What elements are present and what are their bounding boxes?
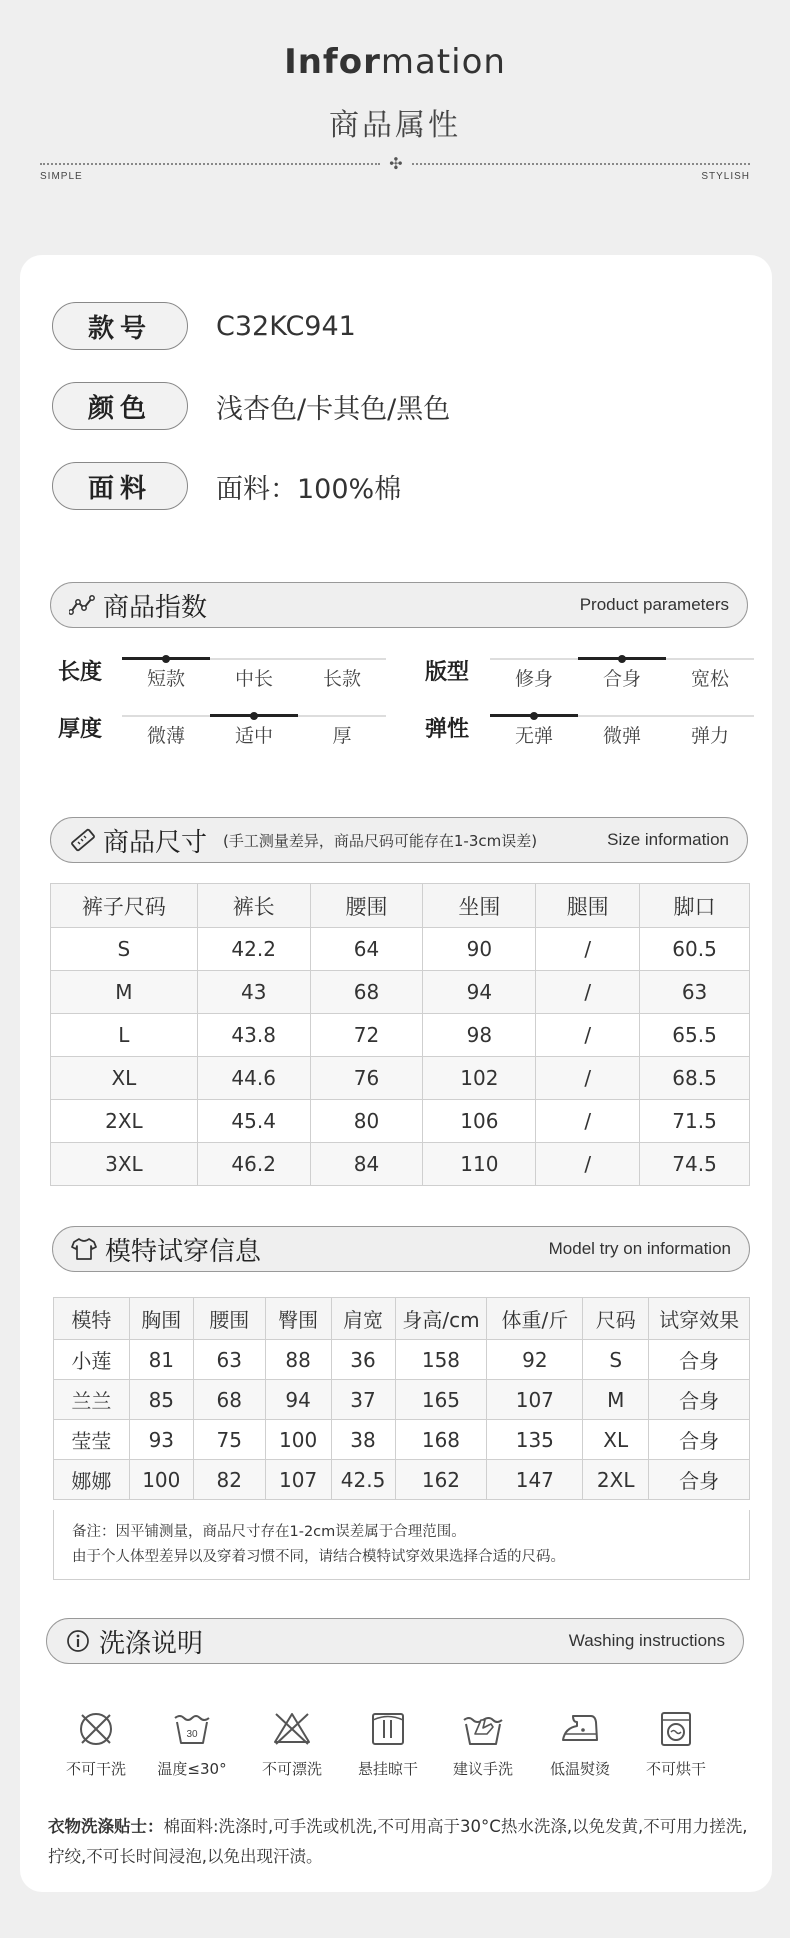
- model-cell: 147: [487, 1460, 583, 1500]
- model-header-cell: 体重/斤: [487, 1298, 583, 1340]
- model-cell: S: [583, 1340, 649, 1380]
- low-iron-icon: [559, 1710, 601, 1748]
- model-header-cell: 腰围: [193, 1298, 265, 1340]
- model-cell: 94: [265, 1380, 331, 1420]
- divider-right: [412, 163, 750, 165]
- model-header-cell: 试穿效果: [649, 1298, 750, 1340]
- size-cell: 65.5: [640, 1014, 750, 1057]
- model-cell: 107: [265, 1460, 331, 1500]
- table-row: [51, 928, 750, 971]
- size-table-header: [51, 884, 750, 928]
- model-note-line: 备注：因平铺测量，商品尺寸存在1-2cm误差属于合理范围。: [72, 1524, 466, 1540]
- table-row: [54, 1340, 750, 1380]
- size-cell: 74.5: [640, 1143, 750, 1186]
- section-bar-model: [52, 1226, 750, 1272]
- index-marker: [250, 712, 258, 720]
- size-cell: 102: [423, 1057, 536, 1100]
- table-row: [54, 1420, 750, 1460]
- model-cell: 162: [395, 1460, 487, 1500]
- model-cell: M: [583, 1380, 649, 1420]
- size-cell: /: [536, 1100, 640, 1143]
- size-cell: 42.2: [197, 928, 310, 971]
- size-cell: 60.5: [640, 928, 750, 971]
- section-title: 模特试穿信息: [105, 1236, 262, 1267]
- size-header-cell: 裤子尺码: [51, 884, 198, 928]
- index-label-fit: 版型: [425, 660, 470, 685]
- size-cell: S: [51, 928, 198, 971]
- size-cell: 76: [310, 1057, 423, 1100]
- wash-30-icon: [172, 1710, 212, 1748]
- model-cell: 92: [487, 1340, 583, 1380]
- size-cell: 106: [423, 1100, 536, 1143]
- section-title: 洗涤说明: [99, 1628, 204, 1659]
- header-title: [0, 42, 790, 82]
- model-cell: 107: [487, 1380, 583, 1420]
- size-header-cell: 脚口: [640, 884, 750, 928]
- wash-label: 不可烘干: [645, 1760, 706, 1778]
- model-table-header: [54, 1298, 750, 1340]
- wash-item: [534, 1710, 626, 1779]
- model-header-cell: 身高/cm: [395, 1298, 487, 1340]
- model-cell: 38: [331, 1420, 395, 1460]
- attribute-row-style-number: [52, 302, 356, 350]
- model-cell: 36: [331, 1340, 395, 1380]
- size-cell: 72: [310, 1014, 423, 1057]
- header-title-bold: Infor: [284, 42, 381, 82]
- size-cell: /: [536, 1014, 640, 1057]
- index-option: 适中: [234, 725, 273, 747]
- wash-tip-label: 衣物洗涤贴士：: [48, 1817, 164, 1836]
- size-cell: 68: [310, 971, 423, 1014]
- model-cell: 合身: [649, 1460, 750, 1500]
- attribute-row-fabric: [52, 462, 401, 510]
- size-cell: 110: [423, 1143, 536, 1186]
- model-cell: 165: [395, 1380, 487, 1420]
- index-option: 微弹: [602, 725, 641, 747]
- info-icon: [65, 1628, 91, 1654]
- divider-left: [40, 163, 380, 165]
- hand-wash-icon: [461, 1710, 505, 1748]
- model-cell: 63: [193, 1340, 265, 1380]
- wash-item: [50, 1710, 142, 1779]
- model-cell: 莹莹: [54, 1420, 130, 1460]
- model-cell: 合身: [649, 1420, 750, 1460]
- wash-label: 温度≤30°: [157, 1760, 227, 1778]
- table-row: [51, 971, 750, 1014]
- header-title-light: mation: [380, 42, 506, 82]
- wash-label: 低温熨烫: [549, 1760, 610, 1778]
- wash-tip-text: 棉面料:洗涤时,可手洗或机洗,不可用高于30°C热水洗涤,以免发黄,不可用力搓洗,拧绞,不可长时间浸泡,以免出现汗渍。: [48, 1817, 748, 1866]
- size-cell: /: [536, 1143, 640, 1186]
- model-cell: 82: [193, 1460, 265, 1500]
- model-header-cell: 胸围: [129, 1298, 193, 1340]
- index-option: 短款: [146, 668, 185, 690]
- cross-icon: ✣: [389, 154, 403, 173]
- section-title-en: Model try on information: [548, 1239, 731, 1258]
- table-row: [51, 1143, 750, 1186]
- wash-label: 悬挂晾干: [357, 1760, 418, 1778]
- size-cell: 64: [310, 928, 423, 971]
- line-chart-icon: [69, 592, 95, 618]
- model-cell: 2XL: [583, 1460, 649, 1500]
- table-row: [54, 1380, 750, 1420]
- size-cell: 94: [423, 971, 536, 1014]
- section-title-en: Product parameters: [579, 595, 729, 614]
- size-cell: 90: [423, 928, 536, 971]
- index-label-elasticity: 弹性: [425, 717, 470, 742]
- model-cell: 100: [265, 1420, 331, 1460]
- size-header-cell: 裤长: [197, 884, 310, 928]
- model-cell: 42.5: [331, 1460, 395, 1500]
- index-option: 宽松: [690, 668, 729, 690]
- section-bar-product-index: [50, 582, 748, 628]
- model-cell: 37: [331, 1380, 395, 1420]
- no-tumble-dry-icon: [657, 1710, 695, 1748]
- size-header-cell: 腿围: [536, 884, 640, 928]
- model-cell: 93: [129, 1420, 193, 1460]
- size-cell: 3XL: [51, 1143, 198, 1186]
- stylish-label: STYLISH: [701, 171, 750, 182]
- size-cell: /: [536, 1057, 640, 1100]
- attribute-label: 颜色: [52, 382, 188, 430]
- size-cell: 84: [310, 1143, 423, 1186]
- size-cell: 98: [423, 1014, 536, 1057]
- size-header-cell: 腰围: [310, 884, 423, 928]
- model-note: [53, 1510, 750, 1580]
- index-label-length: 长度: [58, 660, 103, 685]
- hang-dry-icon: [369, 1710, 407, 1748]
- wash-tip: [48, 1812, 760, 1872]
- size-table: [50, 883, 750, 1186]
- model-cell: 88: [265, 1340, 331, 1380]
- index-marker: [162, 655, 170, 663]
- table-row: [51, 1014, 750, 1057]
- model-cell: 158: [395, 1340, 487, 1380]
- section-note: (手工测量差异，商品尺码可能存在1-3cm误差): [223, 831, 538, 850]
- attribute-value: 面料：100%棉: [216, 473, 402, 505]
- wash-label: 不可干洗: [65, 1760, 126, 1778]
- wash-item: [246, 1710, 338, 1779]
- index-marker: [618, 655, 626, 663]
- model-cell: 小莲: [54, 1340, 130, 1380]
- section-bar-wash: [46, 1618, 744, 1664]
- attribute-value: C32KC941: [216, 310, 356, 342]
- model-cell: 娜娜: [54, 1460, 130, 1500]
- size-cell: 80: [310, 1100, 423, 1143]
- section-title-en: Size information: [607, 830, 729, 849]
- size-cell: 43.8: [197, 1014, 310, 1057]
- wash-item: [146, 1710, 238, 1779]
- table-row: [51, 1057, 750, 1100]
- size-cell: XL: [51, 1057, 198, 1100]
- size-cell: 68.5: [640, 1057, 750, 1100]
- wash-item: [437, 1710, 529, 1779]
- size-cell: /: [536, 971, 640, 1014]
- model-header-cell: 臀围: [265, 1298, 331, 1340]
- model-cell: XL: [583, 1420, 649, 1460]
- size-cell: 46.2: [197, 1143, 310, 1186]
- size-cell: /: [536, 928, 640, 971]
- size-header-cell: 坐围: [423, 884, 536, 928]
- index-option: 中长: [234, 668, 273, 690]
- model-cell: 100: [129, 1460, 193, 1500]
- model-header-cell: 模特: [54, 1298, 130, 1340]
- index-label-thickness: 厚度: [58, 717, 103, 742]
- model-cell: 81: [129, 1340, 193, 1380]
- attribute-label: 款号: [52, 302, 188, 350]
- wash-temperature: 30: [186, 1729, 198, 1740]
- size-cell: 43: [197, 971, 310, 1014]
- model-table: [53, 1297, 750, 1500]
- table-row: [54, 1460, 750, 1500]
- tshirt-icon: [71, 1236, 97, 1262]
- size-cell: M: [51, 971, 198, 1014]
- size-cell: L: [51, 1014, 198, 1057]
- wash-label: 不可漂洗: [261, 1760, 322, 1778]
- model-cell: 兰兰: [54, 1380, 130, 1420]
- table-row: [51, 1100, 750, 1143]
- index-option: 长款: [322, 668, 361, 690]
- no-bleach-icon: [272, 1710, 312, 1748]
- size-cell: 45.4: [197, 1100, 310, 1143]
- model-note-line: 由于个人体型差异以及穿着习惯不同，请结合模特试穿效果选择合适的尺码。: [72, 1549, 565, 1565]
- model-header-cell: 肩宽: [331, 1298, 395, 1340]
- ruler-icon: [69, 827, 95, 853]
- wash-item: [342, 1710, 434, 1779]
- attribute-row-color: [52, 382, 450, 430]
- index-option: 弹力: [690, 725, 729, 747]
- model-cell: 合身: [649, 1340, 750, 1380]
- index-option: 无弹: [514, 725, 553, 747]
- model-cell: 85: [129, 1380, 193, 1420]
- no-dry-clean-icon: [77, 1710, 115, 1748]
- model-cell: 135: [487, 1420, 583, 1460]
- section-bar-size: [50, 817, 748, 863]
- model-cell: 68: [193, 1380, 265, 1420]
- size-cell: 63: [640, 971, 750, 1014]
- index-option: 微薄: [146, 725, 185, 747]
- section-title: 商品指数: [103, 592, 208, 623]
- index-marker: [530, 712, 538, 720]
- size-cell: 71.5: [640, 1100, 750, 1143]
- model-cell: 合身: [649, 1380, 750, 1420]
- section-title-en: Washing instructions: [568, 1631, 725, 1650]
- size-cell: 44.6: [197, 1057, 310, 1100]
- wash-item: [630, 1710, 722, 1779]
- index-option: 修身: [514, 668, 553, 690]
- size-cell: 2XL: [51, 1100, 198, 1143]
- model-header-cell: 尺码: [583, 1298, 649, 1340]
- model-cell: 75: [193, 1420, 265, 1460]
- attribute-value: 浅杏色/卡其色/黑色: [216, 393, 451, 425]
- model-cell: 168: [395, 1420, 487, 1460]
- index-option: 厚: [332, 725, 352, 747]
- header-subtitle: 商品属性: [329, 108, 461, 143]
- section-title: 商品尺寸: [103, 827, 208, 858]
- attribute-label: 面料: [52, 462, 188, 510]
- index-option: 合身: [602, 668, 641, 690]
- wash-label: 建议手洗: [452, 1760, 513, 1778]
- simple-label: SIMPLE: [40, 171, 83, 182]
